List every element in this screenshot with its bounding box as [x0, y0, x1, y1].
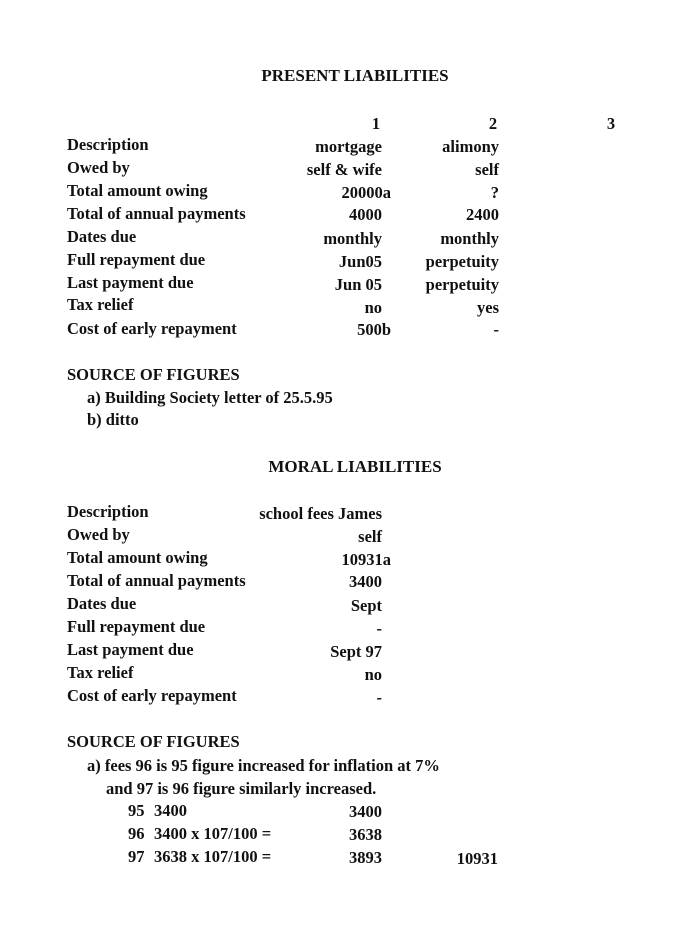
present-source-a: a) Building Society letter of 25.5.95: [87, 388, 333, 407]
calc-year: 97: [128, 847, 145, 866]
row-label: Cost of early repayment: [67, 319, 237, 338]
row-label: Total of annual payments: [67, 204, 246, 223]
col1-value: self & wife: [306, 160, 382, 179]
col1-value: -: [376, 619, 382, 638]
col1-value: 4000: [349, 205, 382, 224]
row-label: Total amount owing: [67, 548, 208, 567]
col2-value: perpetuity: [425, 275, 499, 294]
col2-value: 2400: [466, 205, 499, 224]
calc-year: 95: [128, 801, 145, 820]
row-label: Total of annual payments: [67, 571, 246, 590]
calc-value: 3893: [349, 848, 382, 867]
col1-value: -: [376, 688, 382, 707]
row-label: Tax relief: [67, 663, 134, 682]
moral-source-heading: SOURCE OF FIGURES: [67, 732, 240, 751]
col1-value: 3400: [349, 572, 382, 591]
row-label: Description: [67, 135, 149, 154]
col1-value: Jun05: [338, 252, 382, 271]
row-label: Last payment due: [67, 273, 194, 292]
col2-value: -: [493, 320, 499, 339]
col1-value: mortgage: [315, 137, 382, 156]
moral-liabilities-heading: MORAL LIABILITIES: [268, 457, 442, 476]
col1-value: Jun 05: [334, 275, 382, 294]
col2-value: ?: [490, 183, 499, 202]
present-source-b: b) ditto: [87, 410, 139, 429]
col1-value: self: [358, 527, 382, 546]
col1-value: Sept: [350, 596, 382, 615]
row-label: Owed by: [67, 525, 130, 544]
row-label: Total amount owing: [67, 181, 208, 200]
calc-expression: 3638 x 107/100 =: [154, 847, 272, 866]
row-label: Last payment due: [67, 640, 194, 659]
col2-value: perpetuity: [425, 252, 499, 271]
calc-expression: 3400 x 107/100 =: [154, 824, 272, 843]
col2-value: alimony: [442, 137, 499, 156]
col1-value: no: [364, 665, 382, 684]
calc-value: 3638: [349, 825, 382, 844]
row-label: Description: [67, 502, 149, 521]
col1-value: monthly: [323, 229, 382, 248]
row-label: Owed by: [67, 158, 130, 177]
col1-value: 500b: [357, 320, 391, 339]
present-liabilities-heading: PRESENT LIABILITIES: [261, 66, 449, 85]
column-header-1: 1: [371, 114, 381, 133]
column-header-3: 3: [606, 114, 616, 133]
row-label: Full repayment due: [67, 250, 206, 269]
col1-value: Sept 97: [330, 642, 382, 661]
col2-value: monthly: [440, 229, 499, 248]
row-label: Dates due: [67, 227, 137, 246]
row-label: Tax relief: [67, 295, 134, 314]
present-source-heading: SOURCE OF FIGURES: [67, 365, 240, 384]
col1-value: school fees James: [259, 504, 382, 523]
moral-source-note-line1: a) fees 96 is 95 figure increased for inflation at 7%: [87, 756, 440, 775]
calc-total: 10931: [456, 849, 498, 868]
col1-value: 20000a: [341, 183, 391, 202]
row-label: Full repayment due: [67, 617, 206, 636]
calc-year: 96: [128, 824, 145, 843]
col2-value: yes: [477, 298, 499, 317]
calc-expression: 3400: [154, 801, 187, 820]
row-label: Cost of early repayment: [67, 686, 237, 705]
col2-value: self: [475, 160, 499, 179]
row-label: Dates due: [67, 594, 137, 613]
calc-value: 3400: [349, 802, 382, 821]
column-header-2: 2: [488, 114, 498, 133]
col1-value: no: [364, 298, 382, 317]
moral-source-note-line2: and 97 is 96 figure similarly increased.: [106, 779, 377, 798]
col1-value: 10931a: [341, 550, 391, 569]
